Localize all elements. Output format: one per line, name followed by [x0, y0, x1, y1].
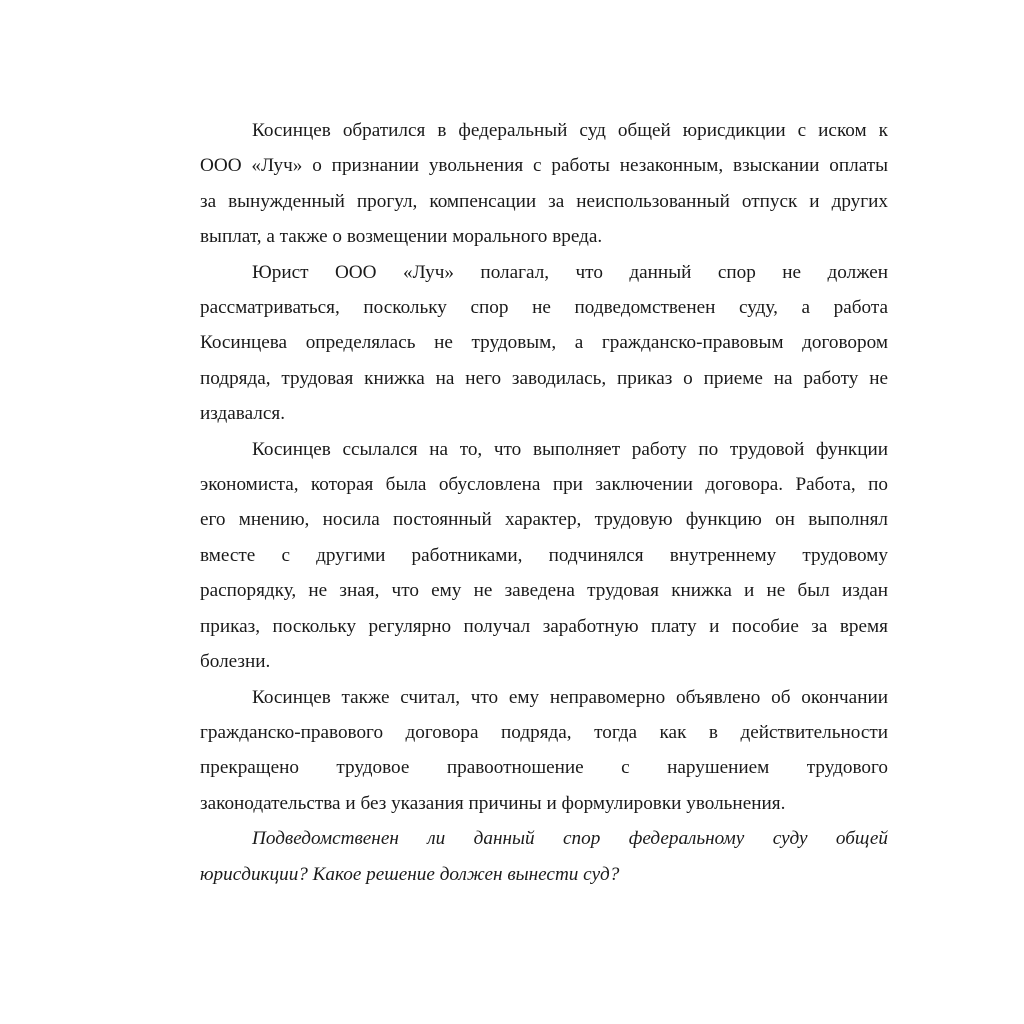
text-line: юрисдикции? Какое решение должен вынести суд? [200, 863, 620, 885]
paragraph-lawyer-position [200, 255, 888, 432]
text-line: гражданско-правового договора подряда, тогда как в действительности [200, 721, 888, 743]
text-line: его мнению, носила постоянный характер, трудовую функцию он выполнял [200, 509, 888, 531]
text-line: за вынужденный прогул, компенсации за неиспользованный отпуск и других [200, 190, 888, 212]
text-line: Косинцев также считал, что ему неправомерно объявлено об окончании [252, 686, 888, 708]
text-line: Косинцев обратился в федеральный суд общей юрисдикции с иском к [252, 120, 888, 141]
text-line: выплат, а также о возмещении морального вреда. [200, 226, 603, 248]
text-line: вместе с другими работниками, подчинялся внутреннему трудовому [200, 544, 888, 566]
text-line: Юрист ООО «Луч» полагал, что данный спор не должен [252, 261, 888, 283]
text-line: Косинцева определялась не трудовым, а гражданско-правовым договором [200, 332, 888, 354]
text-line: Подведомственен ли данный спор федеральному суду общей [252, 828, 888, 850]
paragraph-claim [200, 113, 888, 255]
text-line: распорядку, не зная, что ему не заведена трудовая книжка и не был издан [200, 580, 888, 602]
text-line: подряда, трудовая книжка на него заводилась, приказ о приеме на работу не [200, 367, 888, 389]
text-line: приказ, поскольку регулярно получал заработную плату и пособие за время [200, 615, 888, 637]
paragraph-question [200, 821, 888, 892]
document-page [200, 113, 888, 892]
text-line: издавался. [200, 403, 285, 425]
text-line: законодательства и без указания причины и формулировки увольнения. [200, 792, 786, 814]
text-line: ООО «Луч» о признании увольнения с работы незаконным, взыскании оплаты [200, 155, 888, 177]
text-line: Косинцев ссылался на то, что выполняет работу по трудовой функции [252, 438, 888, 460]
text-line: экономиста, которая была обусловлена при заключении договора. Работа, по [200, 474, 888, 496]
text-line: рассматриваться, поскольку спор не подведомственен суду, а работа [200, 297, 888, 319]
paragraph-plaintiff-argument [200, 432, 888, 680]
text-line: болезни. [200, 651, 271, 673]
text-line: прекращено трудовое правоотношение с нарушением трудового [200, 757, 888, 779]
paragraph-dismissal-argument [200, 680, 888, 822]
